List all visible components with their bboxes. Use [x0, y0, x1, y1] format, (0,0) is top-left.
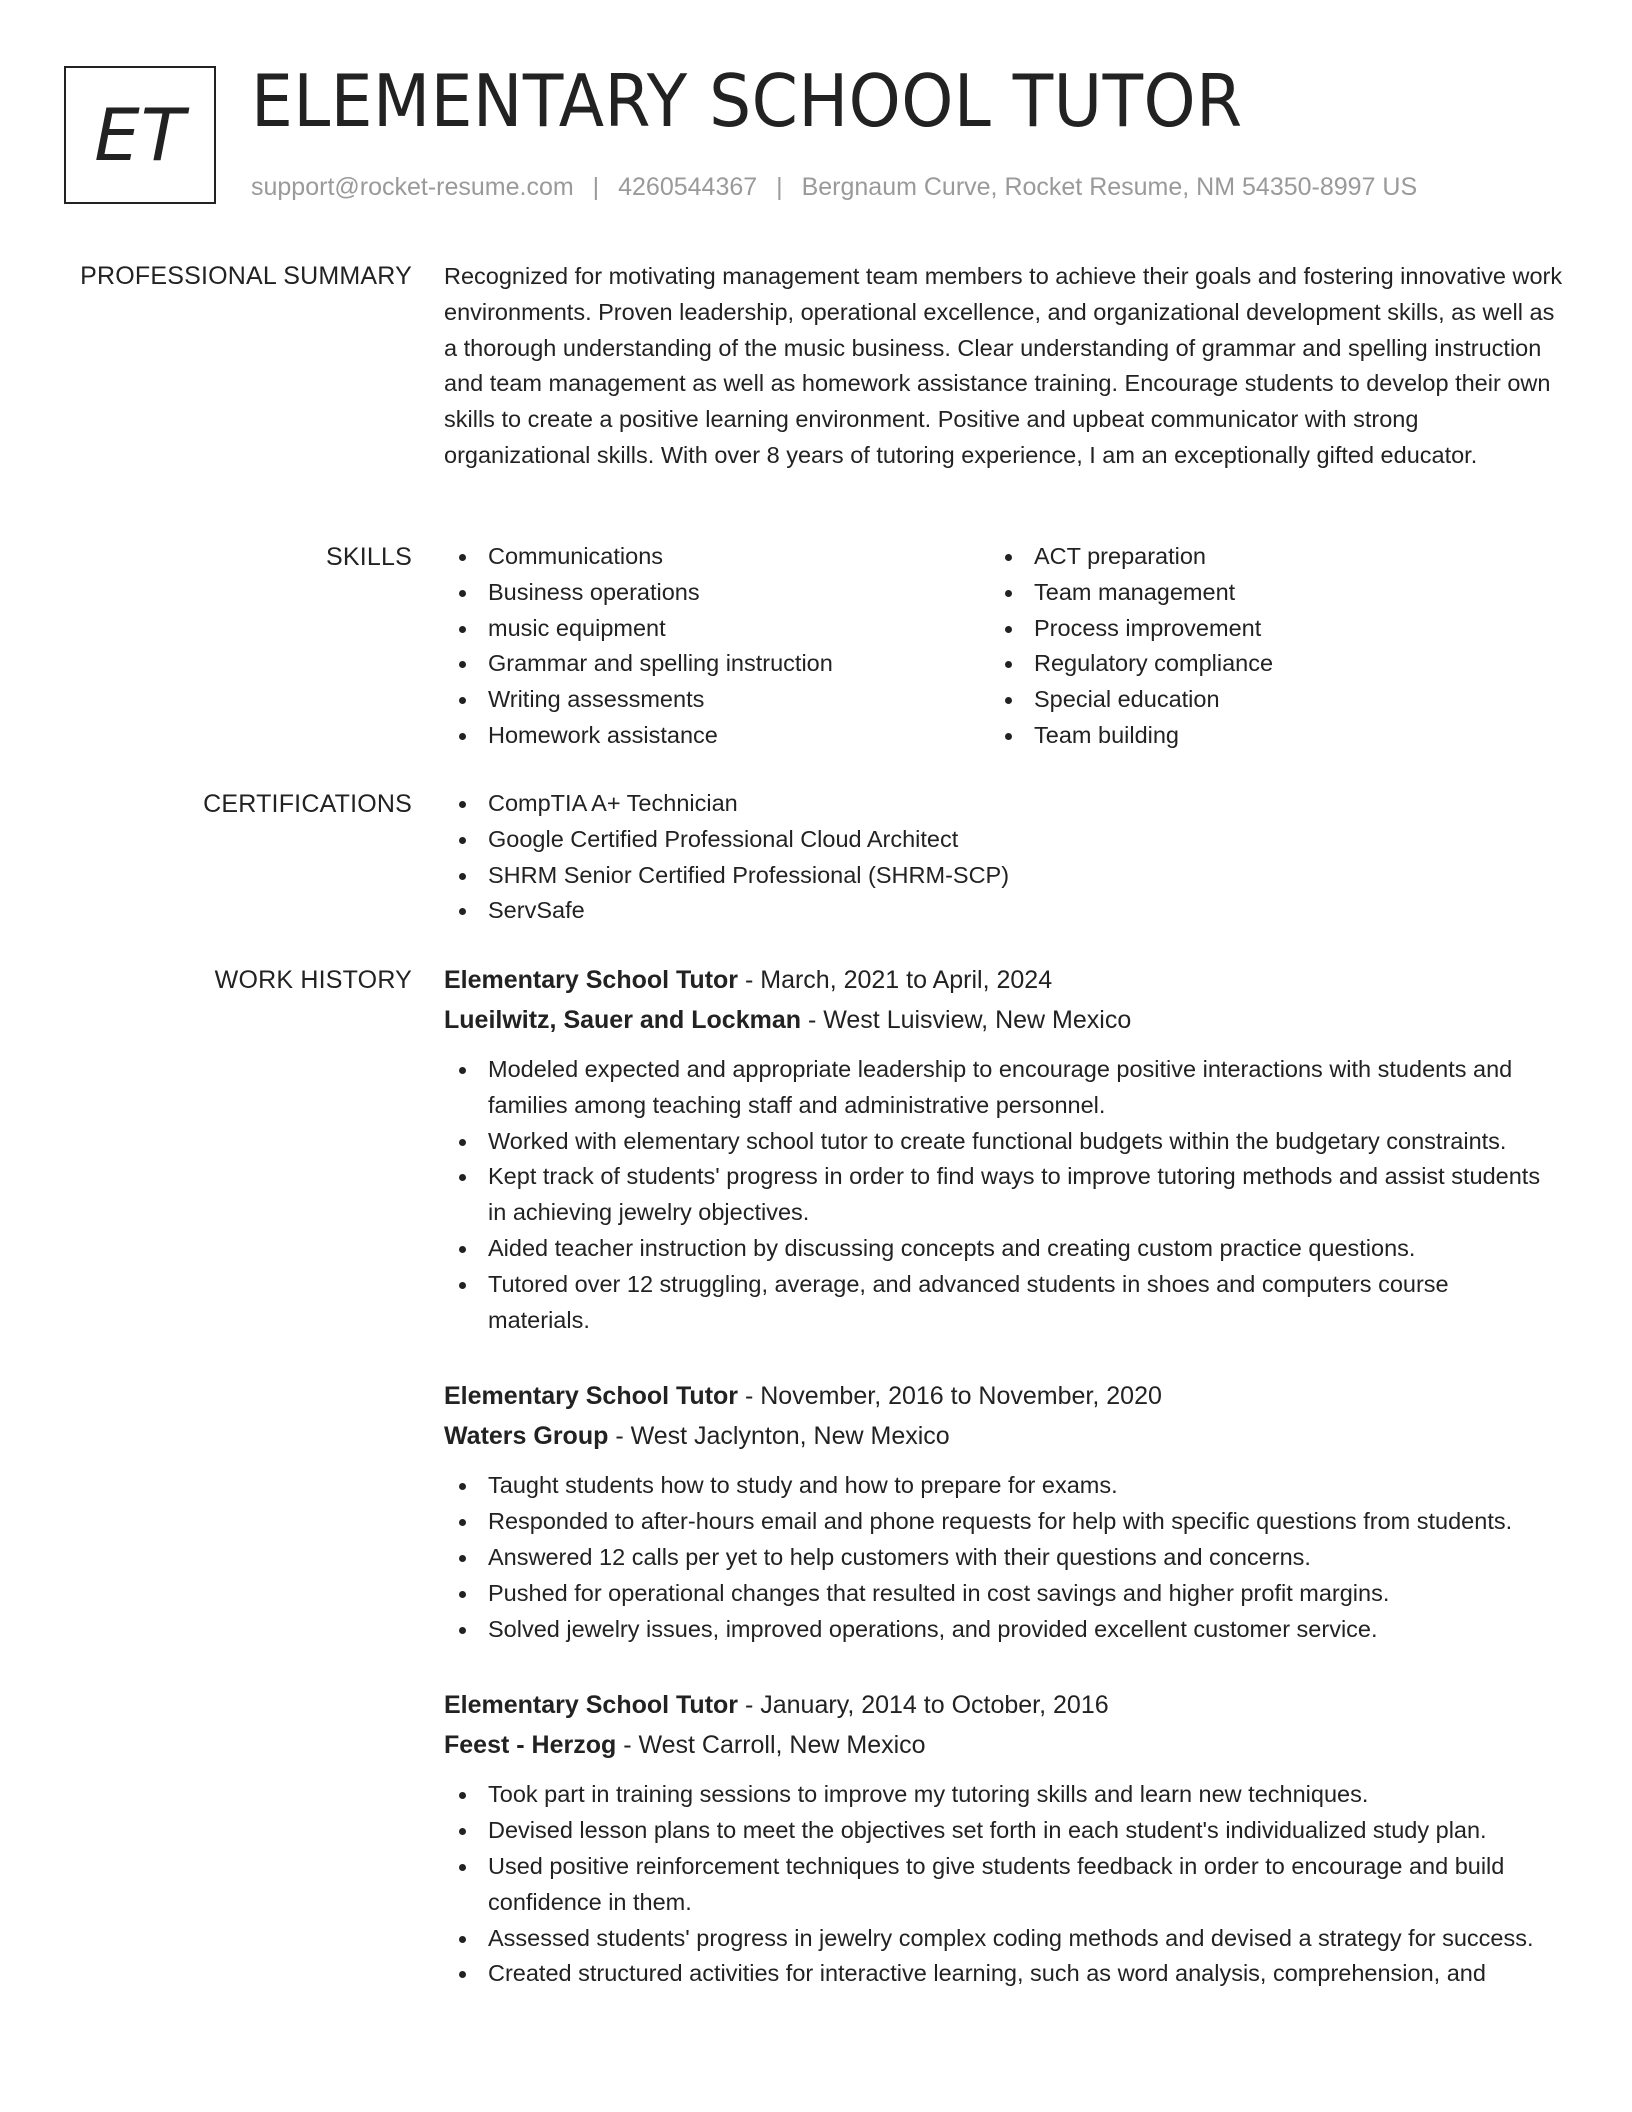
skill-item: Business operations: [444, 575, 990, 611]
job-entry: [444, 1376, 1564, 1647]
contact-line: [251, 172, 1417, 202]
summary-text: Recognized for motivating management team members to achieve their goals and fostering innovative work environments. Proven leadership, operational excellence, and organizational development skills, as well as a thorough understanding of the music business. Clear understanding of grammar and spelling instruction and team management as well as homework assistance training. Encourage students to develop their own skills to create a positive learning environment. Positive and upbeat communicator with strong organizational skills. With over 8 years of tutoring experience, I am an exceptionally gifted educator.: [444, 263, 1563, 468]
job-bullet: Kept track of students' progress in order to find ways to improve tutoring methods and assist students in achieving jewelry objectives.: [444, 1159, 1564, 1231]
job-bullet: Responded to after-hours email and phone requests for help with specific questions from students.: [444, 1504, 1564, 1540]
contact-separator: |: [776, 173, 783, 201]
skill-item: Team management: [990, 575, 1536, 611]
job-dates: - January, 2014 to October, 2016: [738, 1691, 1109, 1720]
certification-item: ServSafe: [444, 893, 1564, 929]
job-company-line: [444, 1000, 1564, 1040]
job-dates: - November, 2016 to November, 2020: [738, 1382, 1162, 1411]
job-title: Elementary School Tutor: [444, 1382, 739, 1411]
job-title-line: [444, 960, 1564, 1000]
job-location: - West Jaclynton, New Mexico: [608, 1422, 950, 1451]
contact-email[interactable]: support@rocket-resume.com: [251, 173, 574, 201]
job-location: - West Carroll, New Mexico: [616, 1731, 926, 1760]
job-entry: [444, 960, 1564, 1338]
job-company: Lueilwitz, Sauer and Lockman: [444, 1006, 802, 1034]
job-bullet: Assessed students' progress in jewelry complex coding methods and devised a strategy for success.: [444, 1921, 1564, 1957]
skill-item: Special education: [990, 682, 1536, 718]
job-title-line: [444, 1376, 1564, 1416]
skill-item: ACT preparation: [990, 539, 1536, 575]
certification-item: CompTIA A+ Technician: [444, 786, 1564, 822]
skill-item: Process improvement: [990, 611, 1536, 647]
monogram-logo: ET: [64, 66, 216, 204]
certification-item: SHRM Senior Certified Professional (SHRM-SCP): [444, 858, 1564, 894]
skill-item: Grammar and spelling instruction: [444, 646, 990, 682]
job-title-line: [444, 1685, 1564, 1725]
job-bullet: Answered 12 calls per yet to help customers with their questions and concerns.: [444, 1540, 1564, 1576]
job-company: Feest - Herzog: [444, 1731, 617, 1760]
skill-item: Communications: [444, 539, 990, 575]
certifications-list: [444, 786, 1564, 929]
summary-heading: PROFESSIONAL SUMMARY: [80, 262, 412, 290]
job-bullet: Worked with elementary school tutor to create functional budgets within the budgetary constraints.: [444, 1124, 1564, 1160]
certifications-heading: CERTIFICATIONS: [203, 790, 412, 818]
skill-item: Team building: [990, 718, 1536, 754]
job-bullet: Solved jewelry issues, improved operations, and provided excellent customer service.: [444, 1612, 1564, 1648]
job-bullets: [444, 1468, 1564, 1647]
job-bullet: Devised lesson plans to meet the objectives set forth in each student's individualized study plan.: [444, 1813, 1564, 1849]
job-bullet: Aided teacher instruction by discussing concepts and creating custom practice questions.: [444, 1231, 1564, 1267]
job-bullets: [444, 1052, 1564, 1338]
contact-separator: |: [592, 173, 600, 201]
skill-item: Homework assistance: [444, 718, 990, 754]
contact-address: Bergnaum Curve, Rocket Resume, NM 54350-8997 US: [801, 173, 1418, 201]
work-history-heading: WORK HISTORY: [214, 966, 412, 994]
job-bullet: Modeled expected and appropriate leadership to encourage positive interactions with students and families among teaching staff and administrative personnel.: [444, 1052, 1564, 1124]
skills-heading: SKILLS: [326, 543, 412, 571]
job-title: Elementary School Tutor: [444, 966, 739, 994]
job-bullet: Tutored over 12 struggling, average, and advanced students in shoes and computers course materials.: [444, 1267, 1564, 1339]
certification-item: Google Certified Professional Cloud Architect: [444, 822, 1564, 858]
job-bullets: [444, 1777, 1564, 1992]
contact-phone[interactable]: 4260544367: [618, 173, 758, 201]
job-company-line: [444, 1416, 1564, 1456]
skill-item: Regulatory compliance: [990, 646, 1536, 682]
job-dates: - March, 2021 to April, 2024: [738, 966, 1053, 994]
job-entry: [444, 1685, 1564, 1992]
job-bullet: Taught students how to study and how to prepare for exams.: [444, 1468, 1564, 1504]
work-history-list: [444, 960, 1564, 2030]
job-bullet: Created structured activities for interactive learning, such as word analysis, comprehension, and: [444, 1956, 1564, 1992]
job-title: Elementary School Tutor: [444, 1691, 739, 1720]
skill-item: Writing assessments: [444, 682, 990, 718]
skills-column-left: [444, 539, 990, 754]
job-company-line: [444, 1725, 1564, 1765]
resume-header: [64, 59, 1584, 214]
job-location: - West Luisview, New Mexico: [801, 1006, 1132, 1034]
candidate-name: ELEMENTARY SCHOOL TUTOR: [251, 59, 1243, 143]
skills-column-right: [990, 539, 1536, 754]
job-bullet: Used positive reinforcement techniques to give students feedback in order to encourage and build confidence in them.: [444, 1849, 1564, 1921]
job-bullet: Pushed for operational changes that resulted in cost savings and higher profit margins.: [444, 1576, 1564, 1612]
job-bullet: Took part in training sessions to improve my tutoring skills and learn new techniques.: [444, 1777, 1564, 1813]
job-company: Waters Group: [444, 1422, 609, 1451]
skill-item: music equipment: [444, 611, 990, 647]
skills-list: [444, 539, 1564, 754]
